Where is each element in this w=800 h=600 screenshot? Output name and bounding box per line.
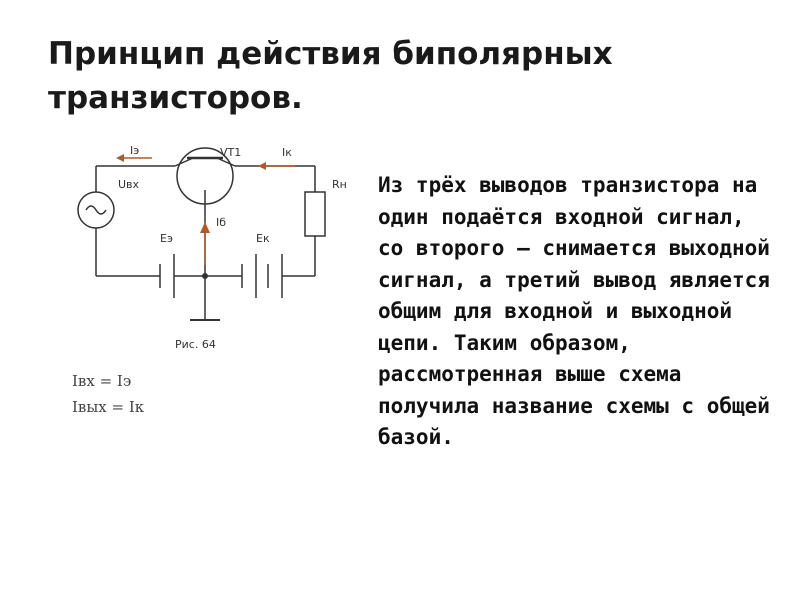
label-ie: Iэ (130, 144, 140, 157)
circuit-diagram (60, 130, 360, 430)
title-line-2: транзисторов. (48, 80, 303, 116)
resistor-icon (305, 192, 325, 236)
ik-arrow-icon (258, 162, 266, 170)
label-vt1: VT1 (220, 146, 242, 159)
ie-arrow-icon (116, 154, 124, 162)
label-ik: Iк (282, 146, 292, 159)
body-paragraph: Из трёх выводов транзистора на один подаётся входной сигнал, со второго – снимается выходной сигнал, а третий вывод является общим для входной и выходной цепи. Таким образом, рассмотренная выше схема получила название схемы с общей базой. (378, 173, 770, 449)
label-uvx: Uвх (118, 178, 140, 191)
title-line-1: Принцип действия биполярных (48, 36, 613, 72)
circuit-figure (60, 130, 360, 430)
transistor-collector-lead (217, 158, 235, 166)
transistor-emitter-lead (175, 158, 193, 166)
label-ek: Eк (256, 232, 270, 245)
formula-output-current: Iвых = Iк (72, 398, 145, 416)
junction-dot (202, 273, 208, 279)
slide-title (48, 32, 768, 120)
figure-caption: Рис. 64 (175, 338, 216, 351)
label-ib: Iб (216, 216, 227, 229)
sine-wave-icon (86, 206, 106, 214)
label-rn: Rн (332, 178, 347, 191)
ib-arrow-icon (200, 222, 210, 233)
label-ee: Eэ (160, 232, 173, 245)
formula-input-current: Iвх = Iэ (72, 372, 132, 390)
